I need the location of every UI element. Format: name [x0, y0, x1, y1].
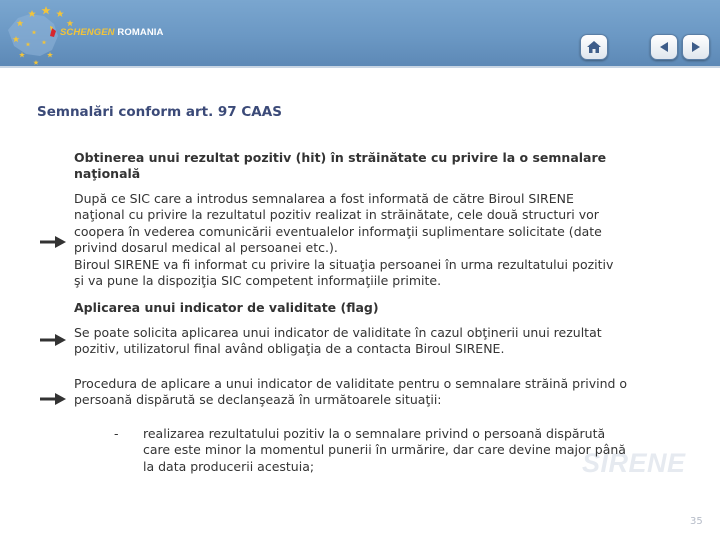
paragraph-line: Se poate solicita aplicarea unui indicator de validitate în cazul obţinerii unui rezultat — [74, 325, 602, 340]
sirene-watermark: SIRENE — [582, 448, 686, 478]
previous-button[interactable] — [650, 34, 678, 60]
header-bar — [0, 0, 720, 66]
bullet-marker: - — [114, 426, 119, 441]
next-button[interactable] — [682, 34, 710, 60]
brand-text — [60, 27, 164, 38]
paragraph-line: coopera în vederea comunicării eventualelor informaţii suplimentare solicitate (date — [74, 223, 602, 239]
section1-heading-line: naţională — [74, 166, 141, 182]
paragraph-line: După ce SIC care a introdus semnalarea a fost informată de către Biroul SIRENE — [74, 191, 574, 206]
home-icon — [585, 38, 603, 56]
arrow-right-icon — [40, 334, 66, 346]
header-divider — [0, 66, 720, 68]
arrow-right-icon — [40, 236, 66, 248]
paragraph-3 — [74, 376, 627, 409]
slide-title: Semnalări conform art. 97 CAAS — [37, 104, 282, 120]
brand-schengen: SCHENGEN — [60, 27, 115, 38]
triangle-right-icon — [687, 38, 705, 56]
bullet-line: realizarea rezultatului pozitiv la o semnalare privind o persoană dispărută — [143, 426, 606, 441]
home-button[interactable] — [580, 34, 608, 60]
paragraph-line: naţional cu privire la rezultatul pozitiv realizat in străinătate, cele două structuri vor — [74, 207, 599, 223]
section2-heading: Aplicarea unui indicator de validitate (flag) — [74, 300, 379, 315]
paragraph-2 — [74, 325, 602, 358]
paragraph-1 — [74, 191, 613, 289]
triangle-left-icon — [655, 38, 673, 56]
brand-country: ROMANIA — [117, 27, 164, 38]
bullet-line: la data producerii acestuia; — [143, 458, 315, 474]
paragraph-line: privind dosarul medical al persoanei etc.). — [74, 240, 338, 256]
page-number: 35 — [690, 516, 703, 527]
paragraph-line: persoană dispărută se declanşează în următoarele situaţii: — [74, 392, 442, 408]
arrow-right-icon — [40, 393, 66, 405]
bullet-line: care este minor la momentul punerii în urmărire, dar care devine major până — [143, 442, 626, 458]
bullet-item — [143, 426, 626, 475]
section1-heading — [74, 150, 606, 183]
paragraph-line: Biroul SIRENE va fi informat cu privire la situaţia persoanei în urma rezultatului pozitiv — [74, 256, 614, 272]
section1-heading-line: Obtinerea unui rezultat pozitiv (hit) în străinătate cu privire la o semnalare — [74, 150, 607, 165]
paragraph-line: Procedura de aplicare a unui indicator de validitate pentru o semnalare străină privind o — [74, 376, 628, 391]
paragraph-line: pozitiv, utilizatorul final având obligaţia de a contacta Biroul SIRENE. — [74, 341, 505, 357]
paragraph-line: şi va pune la dispoziţia SIC competent informaţiile primite. — [74, 273, 442, 289]
